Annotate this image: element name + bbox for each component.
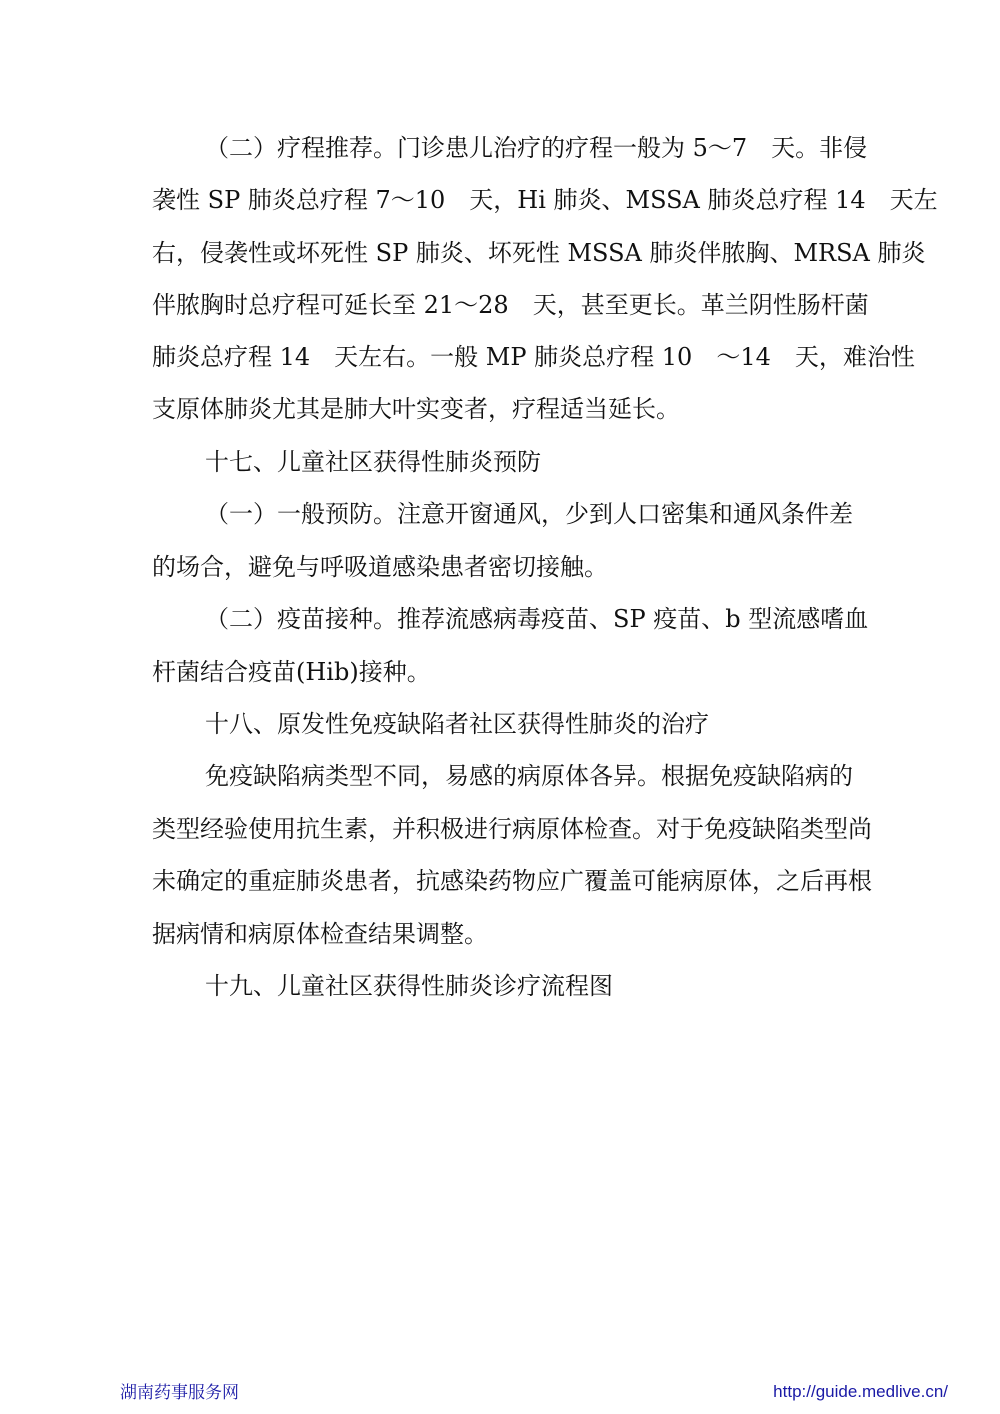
paragraph-line: （二）疗程推荐。门诊患儿治疗的疗程一般为 5～7 天。非侵 (205, 134, 868, 162)
footer-site-name: 湖南药事服务网 (120, 1383, 239, 1403)
paragraph-line: （二）疫苗接种。推荐流感病毒疫苗、SP 疫苗、b 型流感嗜血 (205, 605, 869, 633)
section-heading: 十七、儿童社区获得性肺炎预防 (205, 448, 541, 476)
paragraph-line: 袭性 SP 肺炎总疗程 7～10 天，Hi 肺炎、MSSA 肺炎总疗程 14 天左 (152, 186, 938, 214)
paragraph-line: 免疫缺陷病类型不同，易感的病原体各异。根据免疫缺陷病的 (205, 762, 853, 790)
paragraph-line: （一）一般预防。注意开窗通风，少到人口密集和通风条件差 (205, 500, 853, 528)
paragraph-line: 类型经验使用抗生素，并积极进行病原体检查。对于免疫缺陷类型尚 (152, 815, 872, 843)
paragraph-line: 肺炎总疗程 14 天左右。一般 MP 肺炎总疗程 10 ～14 天，难治性 (152, 343, 915, 371)
paragraph-line: 据病情和病原体检查结果调整。 (152, 920, 488, 948)
paragraph-line: 支原体肺炎尤其是肺大叶实变者，疗程适当延长。 (152, 395, 680, 423)
section-heading: 十八、原发性免疫缺陷者社区获得性肺炎的治疗 (205, 710, 709, 738)
paragraph-line: 伴脓胸时总疗程可延长至 21～28 天，甚至更长。革兰阴性肠杆菌 (152, 291, 869, 319)
paragraph-line: 未确定的重症肺炎患者，抗感染药物应广覆盖可能病原体，之后再根 (152, 867, 872, 895)
paragraph-line: 的场合，避免与呼吸道感染患者密切接触。 (152, 553, 608, 581)
paragraph-line: 杆菌结合疫苗(Hib)接种。 (152, 658, 431, 686)
section-heading: 十九、儿童社区获得性肺炎诊疗流程图 (205, 972, 613, 1000)
footer-url[interactable]: http://guide.medlive.cn/ (773, 1382, 948, 1401)
paragraph-line: 右，侵袭性或坏死性 SP 肺炎、坏死性 MSSA 肺炎伴脓胸、MRSA 肺炎 (152, 239, 926, 267)
